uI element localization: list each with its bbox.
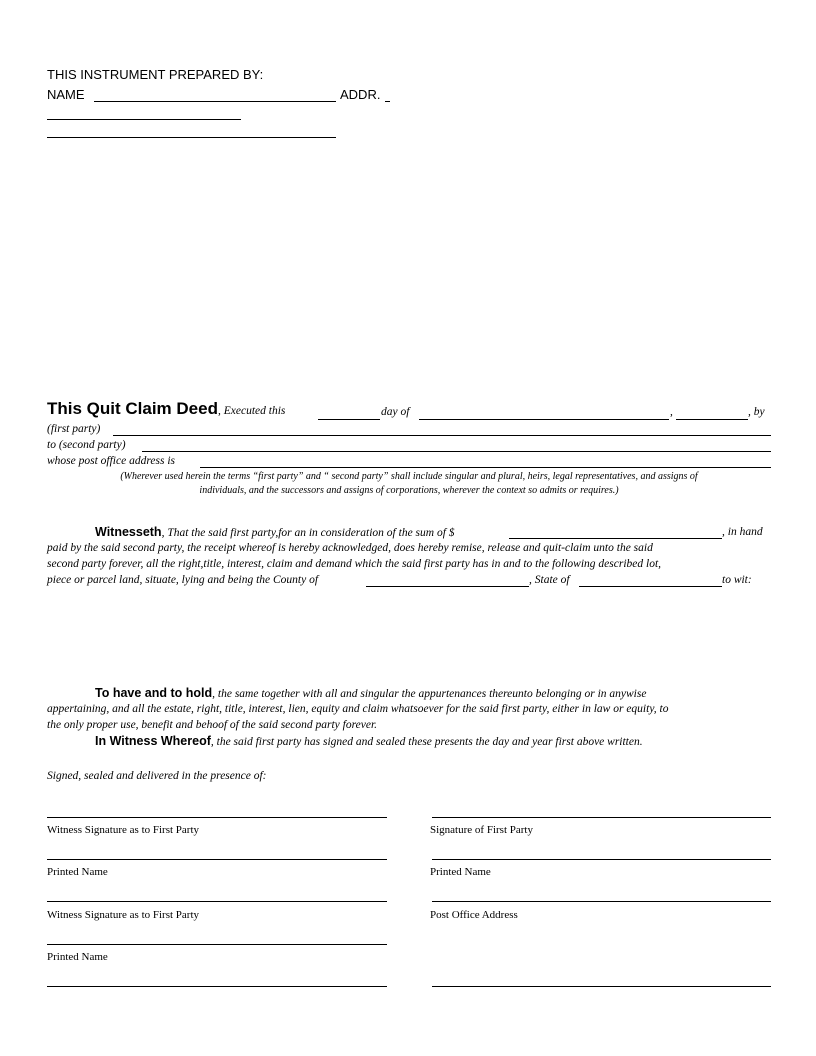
printed-name-label-right: Printed Name [430, 866, 491, 878]
witnesseth-text-b: , in hand [722, 526, 763, 538]
habendum-line-2: appertaining, and all the estate, right, title, interest, lien, equity and claim whatsoever for the said first party, either in law or equity, to [47, 703, 669, 715]
witnesseth-line-4b: , State of [529, 574, 570, 586]
printed-name-label-left-2: Printed Name [47, 951, 108, 963]
witness-extra-line[interactable] [47, 986, 387, 987]
day-of-label: day of [381, 406, 410, 418]
executed-year-field[interactable] [676, 419, 748, 420]
witness-signature-label-2: Witness Signature as to First Party [47, 909, 200, 921]
witnesseth-text-a: , That the said first party,for an in consideration of the sum of $ [161, 527, 455, 539]
consideration-amount-field[interactable] [509, 538, 722, 539]
witness-signature-label-1: Witness Signature as to First Party [47, 824, 200, 836]
habendum-line-1 [95, 685, 646, 702]
deed-title: This Quit Claim Deed [47, 399, 218, 418]
state-field[interactable] [579, 586, 722, 587]
addr-label: ADDR. [340, 87, 381, 102]
witnesseth-line-3: second party forever, all the right,title, interest, claim and demand which the said first party has in and to the following described lot, [47, 558, 662, 570]
post-office-address-label: Post Office Address [430, 909, 518, 921]
first-party-signature-line[interactable] [432, 817, 771, 818]
witness-whereof-text: , the said first party has signed and sealed these presents the day and year first above written. [210, 736, 643, 748]
deed-title-row [47, 401, 285, 419]
witnesseth-line-4a: piece or parcel land, situate, lying and being the County of [47, 574, 319, 586]
witness-whereof-line [95, 733, 643, 750]
executed-month-field[interactable] [419, 419, 669, 420]
first-party-label: (first party) [47, 423, 101, 435]
by-label: , by [748, 406, 765, 418]
addr-field[interactable] [385, 101, 390, 102]
signed-sealed-intro: Signed, sealed and delivered in the presence of: [47, 770, 267, 782]
habendum-text-1: , the same together with all and singular the appurtenances thereunto belonging or in anywise [212, 688, 647, 700]
second-party-label: to (second party) [47, 439, 126, 451]
witnesseth-line-2: paid by the said second party, the receipt whereof is hereby acknowledged, does hereby remise, release and quit-claim unto the said [47, 542, 653, 554]
addr-line-2[interactable] [47, 119, 241, 120]
date-comma: , [670, 406, 673, 418]
address-extra-line[interactable] [432, 986, 771, 987]
witnesseth-line-4c: to wit: [722, 574, 752, 586]
post-office-label: whose post office address is [47, 455, 175, 467]
habendum-line-3: the only proper use, benefit and behoof of the said second party forever. [47, 719, 378, 731]
witness-signature-line-2[interactable] [47, 901, 387, 902]
witness-printed-name-line-1[interactable] [47, 859, 387, 860]
definitions-note-2: individuals, and the successors and assigns of corporations, wherever the context so admits or requires.) [199, 485, 619, 496]
first-party-printed-name-line[interactable] [432, 859, 771, 860]
witness-printed-name-line-2[interactable] [47, 944, 387, 945]
witnesseth-heading: Witnesseth [95, 525, 162, 539]
executed-day-field[interactable] [318, 419, 380, 420]
post-office-field[interactable] [200, 467, 771, 468]
definitions-note-1: (Wherever used herein the terms “first party” and “ second party” shall include singular and plural, heirs, legal representatives, and assigns of [120, 471, 698, 482]
witness-signature-line-1[interactable] [47, 817, 387, 818]
first-party-signature-label: Signature of First Party [430, 824, 533, 836]
witness-whereof-heading: In Witness Whereof [95, 734, 211, 748]
addr-line-3[interactable] [47, 137, 336, 138]
county-field[interactable] [366, 586, 529, 587]
name-label: NAME [47, 87, 85, 102]
prepared-by-label: THIS INSTRUMENT PREPARED BY: [47, 67, 264, 82]
printed-name-label-left-1: Printed Name [47, 866, 108, 878]
name-field[interactable] [94, 101, 336, 102]
post-office-address-line[interactable] [432, 901, 771, 902]
executed-this-label: , Executed this [217, 405, 286, 417]
first-party-field[interactable] [113, 435, 771, 436]
witnesseth-line-1 [95, 524, 455, 541]
second-party-field[interactable] [142, 451, 771, 452]
habendum-heading: To have and to hold [95, 686, 213, 700]
